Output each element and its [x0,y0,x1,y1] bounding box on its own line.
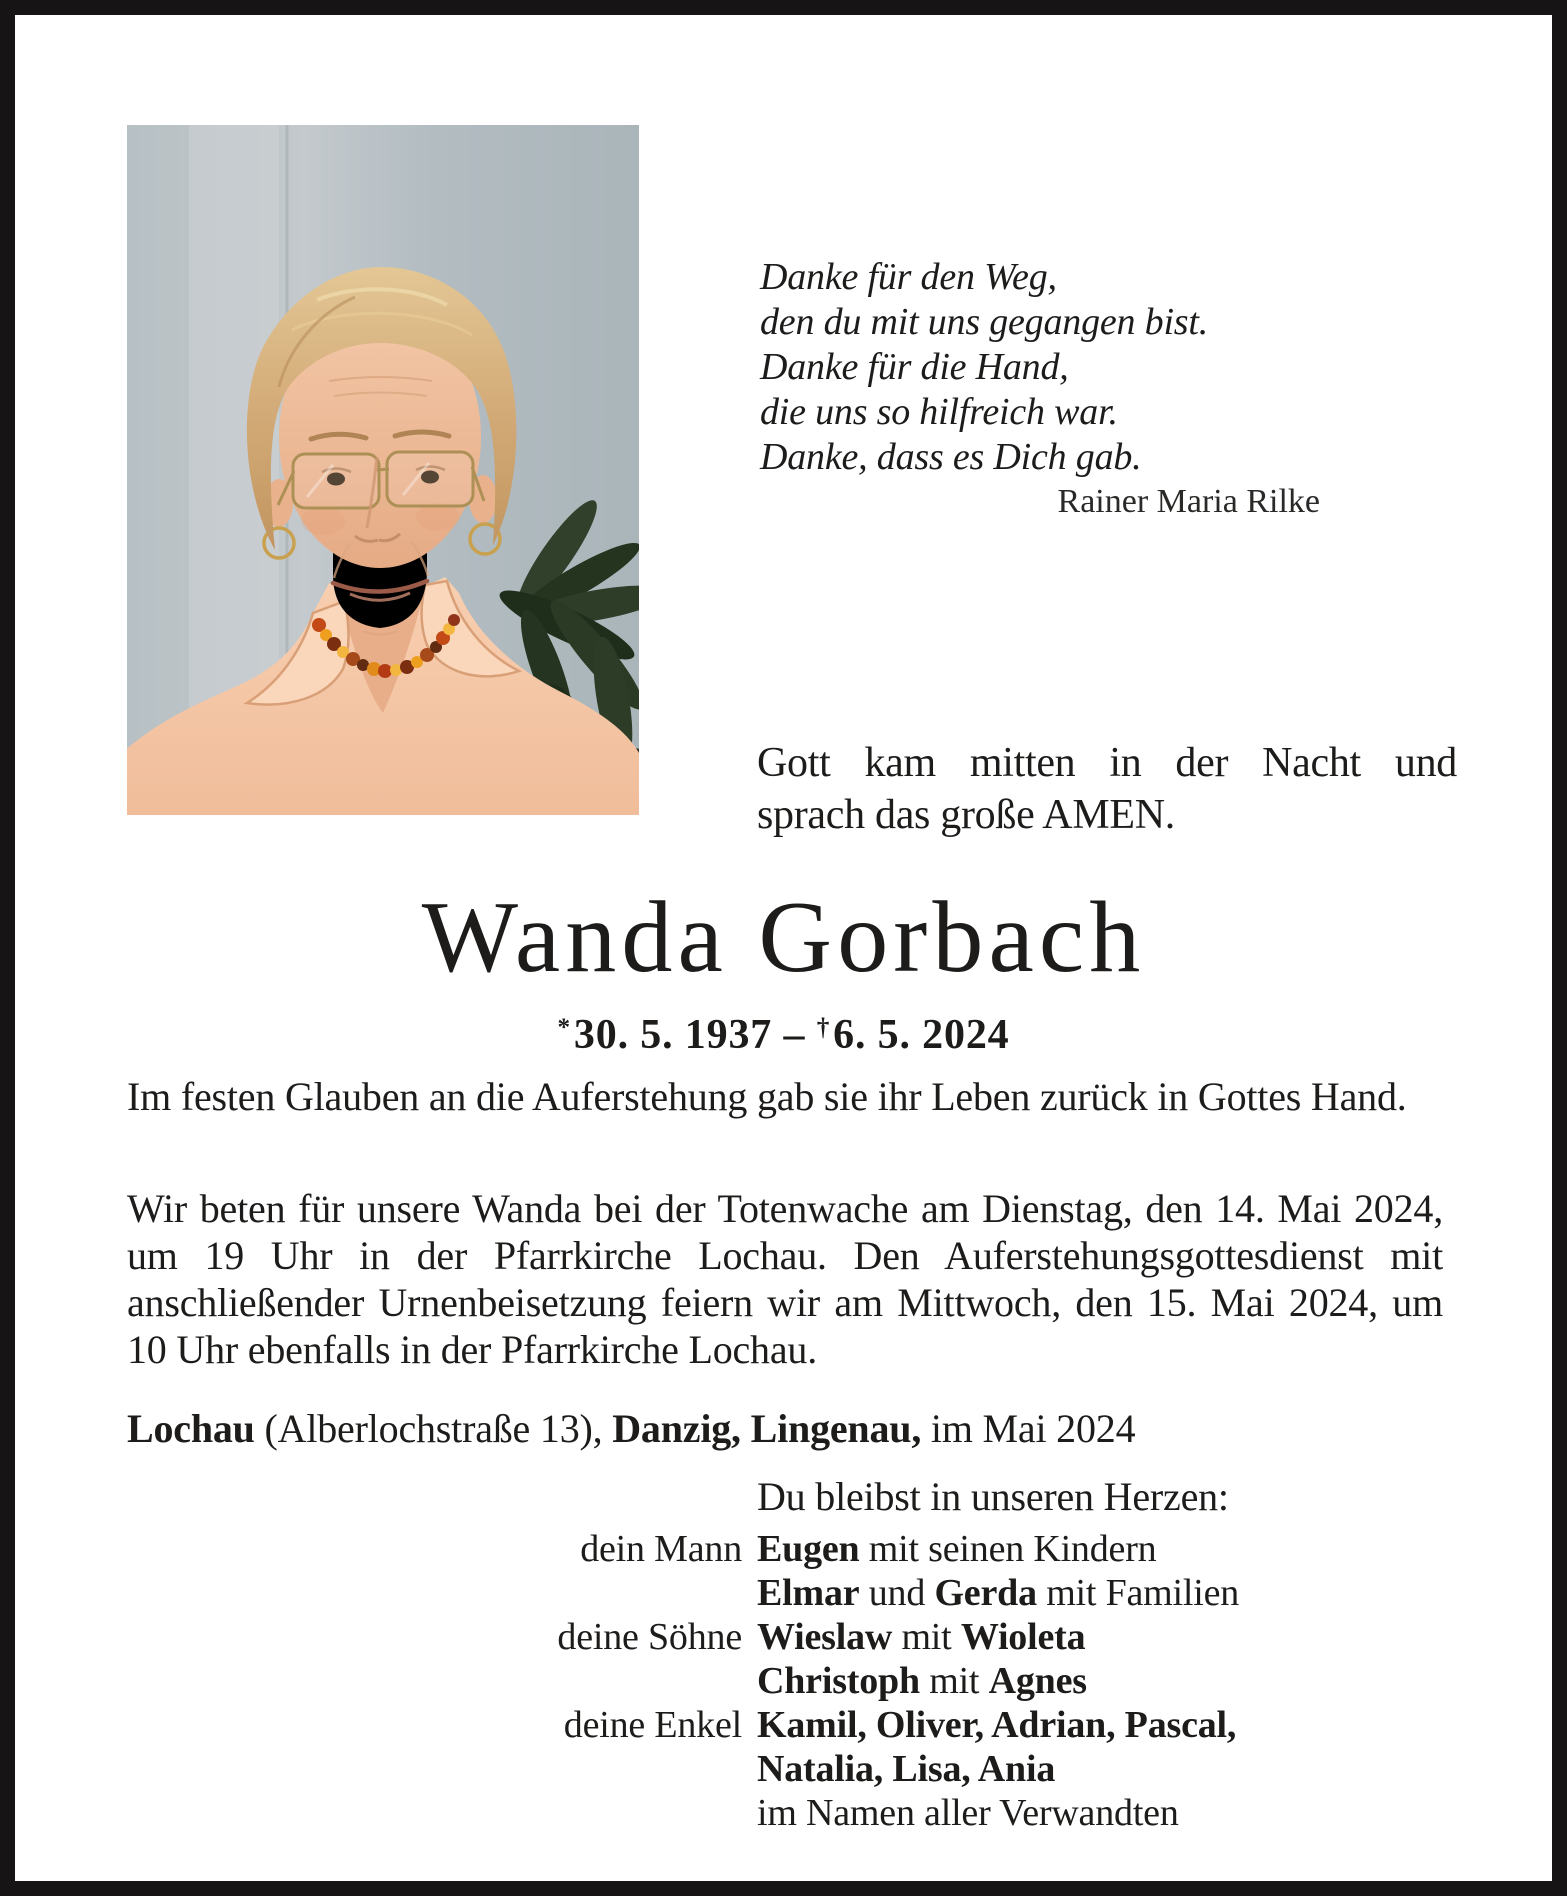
family-text: mit [919,1660,989,1702]
family-role [15,1791,742,1835]
announcement-paragraph-1: Im festen Glauben an die Auferstehung gab sie ihr Leben zurück in Gottes Hand. [127,1074,1407,1119]
family-row [15,1791,1552,1835]
location-part: Danzig, Lingenau, [612,1406,922,1451]
location-part: Lochau [127,1406,255,1451]
intro-line: Gott kam mitten in der Nacht und [757,740,1457,786]
birth-symbol: * [557,1014,571,1042]
announcement-paragraph-2: Wir beten für unsere Wanda bei der Totenwache am Dienstag, den 14. Mai 2024, um 19 Uhr in der Pfarrkirche Lochau. Den Auferstehungsgottesdienst mit anschließender Urnenbeisetzung feiern wir am Mittwoch, den 15. Mai 2024, um 10 Uhr ebenfalls in der Pfarrkirche Lochau. [127,1186,1443,1372]
death-symbol: † [816,1014,831,1042]
dates-separator: – [772,1012,817,1058]
obituary-paper [15,15,1552,1881]
family-names [757,1659,1087,1703]
birth-date: 30. 5. 1937 [573,1012,773,1058]
family-name: Wioleta [960,1616,1086,1658]
life-dates [15,1011,1552,1059]
poem-line: Danke, dass es Dich gab. [760,436,1142,478]
family-names [757,1527,1156,1571]
family-role: deine Enkel [563,1704,742,1746]
family-name: Kamil, Oliver, Adrian, Pascal, [757,1704,1237,1746]
poem-line: Danke für den Weg, [760,256,1057,298]
family-names [757,1571,1239,1615]
family-row [15,1659,1552,1703]
family-row [15,1615,1552,1659]
family-row [15,1571,1552,1615]
deceased-name: Wanda Gorbach [421,881,1146,994]
family-row [15,1747,1552,1791]
family-text: mit Familien [1036,1572,1240,1614]
intro-verse [757,737,1457,841]
family-name: Agnes [988,1660,1087,1702]
portrait-photo [127,125,639,815]
location-line [127,1405,1457,1452]
family-text: mit seinen Kindern [859,1528,1157,1570]
intro-line: sprach das große AMEN. [757,792,1175,838]
family-name: Wieslaw [757,1616,893,1658]
family-text: mit [892,1616,961,1658]
family-row [15,1703,1552,1747]
poem-line: die uns so hilfreich war. [760,391,1118,433]
family-role [15,1571,742,1615]
family-list [15,1527,1552,1835]
death-date: 6. 5. 2024 [833,1012,1010,1058]
portrait-illustration [127,125,639,815]
family-name: Gerda [934,1572,1037,1614]
poem-line: Danke für die Hand, [760,346,1069,388]
family-text: im Namen aller Verwandten [757,1792,1179,1834]
family-row [15,1527,1552,1571]
location-part: im Mai 2024 [921,1406,1136,1451]
family-name: Christoph [757,1660,920,1702]
family-name: Natalia, Lisa, Ania [757,1748,1056,1790]
family-text: und [859,1572,935,1614]
family-role: deine Söhne [557,1616,742,1658]
farewell-heading: Du bleibst in unseren Herzen: [757,1474,1229,1519]
family-names [757,1791,1179,1835]
family-names [757,1703,1236,1747]
poem-attribution: Rainer Maria Rilke [1057,483,1320,520]
family-names [757,1615,1085,1659]
family-name: Eugen [757,1528,860,1570]
family-role: dein Mann [580,1528,742,1570]
poem-line: den du mit uns gegangen bist. [760,301,1209,343]
family-names [757,1747,1055,1791]
family-name: Elmar [757,1572,860,1614]
poem [760,255,1380,480]
family-role [15,1747,742,1791]
location-part: (Alberlochstraße 13), [254,1406,613,1451]
family-role [15,1659,742,1703]
